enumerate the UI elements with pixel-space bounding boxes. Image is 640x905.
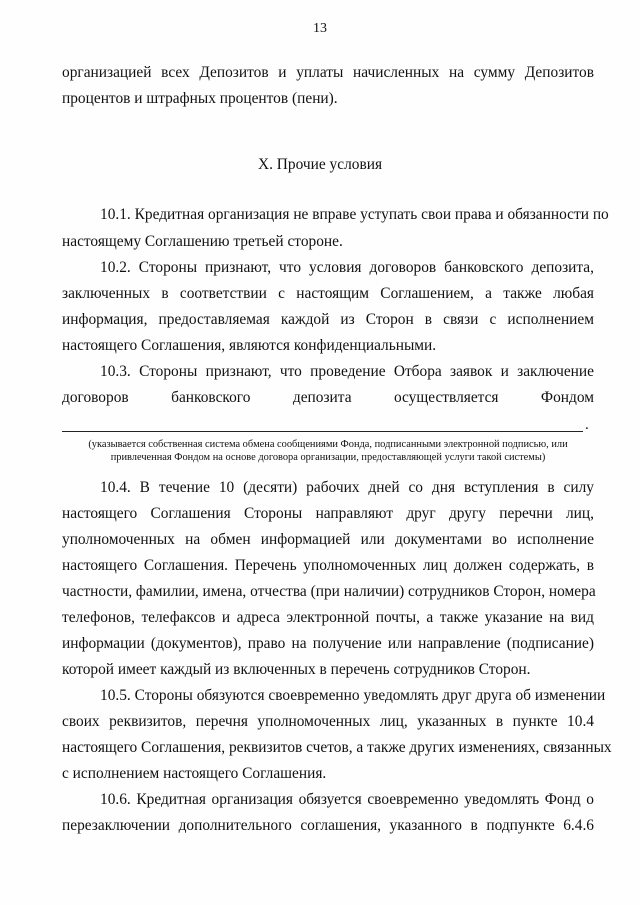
p10-3-line-1: 10.3. Стороны признают, что проведение Отбора заявок и заключение [100,363,594,380]
p10-2-line-1: 10.2. Стороны признают, что условия договоров банковского депозита, [100,259,594,276]
p10-4-line-6: телефонов, телефаксов и адреса электронной почты, а также указание на вид [62,609,594,626]
p10-1-line-1: 10.1. Кредитная организация не вправе уступать свои права и обязанности по [100,206,609,223]
p10-4-line-5: частности, фамилии, имена, отчества (при наличии) сотрудников Сторон, номера [62,583,596,600]
blank-fill-line [62,431,583,432]
footnote-line-2: привлеченная Фондом на основе договора организации, предоставляющей услуги такой системы) [110,452,546,463]
line-end-period: . [585,417,589,433]
p10-6-line-1: 10.6. Кредитная организация обязуется своевременно уведомлять Фонд о [100,791,594,808]
p10-1-line-2: настоящему Соглашению третьей стороне. [62,233,343,250]
intro-line-2: процентов и штрафных процентов (пени). [62,90,338,107]
p10-4-line-7: информации (документов), право на получение или направление (подписание) [62,635,594,652]
p10-4-line-4: настоящего Соглашения. Перечень уполномоченных лиц должен содержать, в [62,557,594,574]
p10-5-line-1: 10.5. Стороны обязуются своевременно уведомлять друг друга об изменении [100,687,606,704]
p10-6-line-2: перезаключении дополнительного соглашения, указанного в подпункте 6.4.6 [62,817,594,834]
p10-5-line-4: с исполнением настоящего Соглашения. [62,765,327,782]
p10-4-line-1: 10.4. В течение 10 (десяти) рабочих дней со дня вступления в силу [100,479,594,496]
p10-5-line-3: настоящего Соглашения, реквизитов счетов, а также других изменениях, связанных [62,739,612,756]
p10-3-line-2: договоров банковского депозита осуществляется Фондом [62,389,594,406]
p10-2-line-2: заключенных в соответствии с настоящим Соглашением, а также любая [62,285,594,302]
section-title: X. Прочие условия [257,156,383,173]
intro-line-1: организацией всех Депозитов и уплаты начисленных на сумму Депозитов [62,64,594,81]
p10-4-line-8: которой имеет каждый из включенных в перечень сотрудников Сторон. [62,661,531,678]
p10-2-line-4: настоящего Соглашения, являются конфиденциальными. [62,337,437,354]
footnote-line-1: (указывается собственная система обмена сообщениями Фонда, подписанными электронной подписью, или [88,439,568,450]
p10-4-line-2: настоящего Соглашения Стороны направляют друг другу перечни лиц, [62,505,594,522]
p10-2-line-3: информация, предоставляемая каждой из Сторон в связи с исполнением [62,311,594,328]
p10-5-line-2: своих реквизитов, перечня уполномоченных лиц, указанных в пункте 10.4 [62,713,594,730]
p10-4-line-3: уполномоченных на обмен информацией или документами во исполнение [62,531,594,548]
page-number: 13 [313,21,327,36]
